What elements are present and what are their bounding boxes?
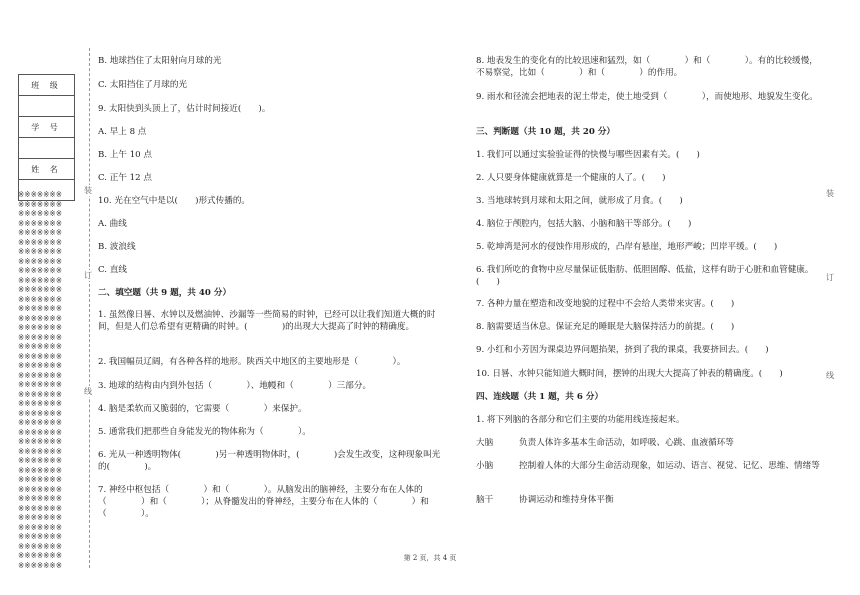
question-text: 6. 我们所吃的食物中应尽量保证低脂肪、低胆固醇、低盐，这样有助于心脏和血管健康。( ) <box>476 265 814 287</box>
binding-char: 线 <box>84 387 92 396</box>
match-term: 大脑 <box>476 438 494 448</box>
question-text: 3. 地球的结构由内到外包括（ ）、地幔和（ ）三部分。 <box>98 381 372 391</box>
number-label: 学 号 <box>19 117 75 138</box>
question-text: 5. 乾坤湾是河水的侵蚀作用形成的，凸岸有悬崖，地形严峻；凹岸平缓。( ) <box>476 242 778 252</box>
class-label: 班 级 <box>19 75 75 96</box>
option-text: B. 波浪线 <box>98 242 136 252</box>
question-text: 5. 通常我们把那些自身能发光的物体称为（ ）。 <box>98 427 311 437</box>
class-field <box>19 96 75 117</box>
option-text: B. 上午 10 点 <box>98 150 152 160</box>
name-label: 姓 名 <box>19 159 75 180</box>
left-column <box>98 0 443 595</box>
match-row <box>476 460 821 490</box>
student-info-table <box>18 74 75 201</box>
question-text: 10. 日晷、水钟只能知道大概时间，摆钟的出现大大提高了钟表的精确度。( ) <box>476 369 783 379</box>
binding-char: 线 <box>826 371 834 380</box>
section-heading: 四、连线题（共 1 题，共 6 分） <box>476 392 604 402</box>
number-field <box>19 138 75 159</box>
question-text: 2. 人只要身体健康就算是一个健康的人了。( ) <box>476 173 666 183</box>
question-text: 10. 光在空气中是以( )形式传播的。 <box>98 196 251 206</box>
question-text: 4. 脑位于颅腔内，包括大脑、小脑和脑干等部分。( ) <box>476 219 692 229</box>
question-text: 8. 地表发生的变化有的比较迅速和猛烈，如（ ）和（ ）。有的比较缓慢，不易察觉，比如（ ）和（ ）的作用。 <box>476 56 818 78</box>
match-function: 协调运动和维持身体平衡 <box>519 495 614 505</box>
match-function: 负责人体许多基本生命活动，如呼吸、心跳、血液循环等 <box>519 438 734 448</box>
question-text: 9. 太阳快到头顶上了，估计时间接近( )。 <box>98 104 271 114</box>
option-text: A. 早上 8 点 <box>98 127 147 137</box>
match-row <box>476 437 821 457</box>
match-term: 小脑 <box>476 461 494 471</box>
question-text: 1. 虽然像日晷、水钟以及燃油钟、沙漏等一些简易的时钟，已经可以让我们知道大概的时间，但是人们总希望有更精确的时钟。( )的出现大大提高了时钟的精确度。 <box>98 310 436 332</box>
option-text: C. 太阳挡住了月球的光 <box>98 80 188 90</box>
question-text: 6. 光从一种透明物体( )另一种透明物体时，( )会发生改变，这种现象叫光的( )。 <box>98 450 441 472</box>
binding-char: 装 <box>84 186 92 195</box>
question-text: 9. 小红和小芳因为课桌边界问题掐架，挤到了我的课桌，我要挤回去。( ) <box>476 345 769 355</box>
question-text: 7. 各种力量在塑造和改变地貌的过程中不会给人类带来灾害。( ) <box>476 299 735 309</box>
question-text: 8. 脑需要适当休息。保证充足的睡眠是大脑保持活力的前提。( ) <box>476 322 735 332</box>
match-function: 控制着人体的大部分生命活动现象，如运动、语言、视觉、记忆、思维、情绪等 <box>519 461 820 471</box>
page-footer: 第 2 页，共 4 页 <box>403 554 457 562</box>
question-text: 1. 将下列脑的各部分和它们主要的功能用线连接起来。 <box>476 415 685 425</box>
question-text: 1. 我们可以通过实验验证得的快慢与哪些因素有关。( ) <box>476 150 700 160</box>
match-term: 脑干 <box>476 495 494 505</box>
option-text: A. 曲线 <box>98 219 127 229</box>
match-row <box>476 494 821 508</box>
binding-line <box>89 48 90 568</box>
question-text: 3. 当地球转到月球和太阳之间，就形成了月食。( ) <box>476 196 683 206</box>
question-text: 4. 脑是柔软而又脆弱的，它需要（ ）来保护。 <box>98 404 307 414</box>
right-column <box>476 0 821 595</box>
section-heading: 二、填空题（共 9 题，共 40 分） <box>98 288 232 298</box>
binding-char: 装 <box>826 189 834 198</box>
question-text: 7. 神经中枢包括（ ）和（ ）。从脑发出的脑神经，主要分布在人体的（ ）和（ ）；从脊髓发出的脊神经，主要分布在人体的（ ）和（ ）。 <box>98 485 429 519</box>
binding-char: 订 <box>826 273 834 282</box>
option-text: C. 直线 <box>98 265 127 275</box>
question-text: 2. 我国幅员辽阔，有各种各样的地形。陕西关中地区的主要地形是（ ）。 <box>98 357 406 367</box>
hatch-pattern: ※※※※※※※ ※※※※※※※ ※※※※※※※ ※※※※※※※ ※※※※※※※ ※※※※※※※ ※※※※※※※ ※※※※※※※ ※※※※※※※ ※※※※※※※ ※※※※※※※ ※※※※※※※ ※※※※※※※ ※※※※※※※ ※※※※※※※ ※※※※※※※ ※※※※※※※ ※※※※※※※ ※※※※※※※ ※※※※※※※ ※※※※※※※ ※※※※※※※ ※※※※※※※ ※※※※※※※ ※※※※※※※ ※※※※※※※ ※※※※※※※ ※※※※※※※ ※※※※※※※ ※※※※※※※ ※※※※※※※ ※※※※※※※ ※※※※※※※ ※※※※※※※ ※※※※※※※ ※※※※※※※ ※※※※※※※ ※※※※※※※ ※※※※※※※ ※※※※※※※ <box>18 190 62 570</box>
option-text: C. 正午 12 点 <box>98 173 152 183</box>
section-heading: 三、判断题（共 10 题，共 20 分） <box>476 127 616 137</box>
option-text: B. 地球挡住了太阳射向月球的光 <box>98 56 222 66</box>
question-text: 9. 雨水和径流会把地表的泥土带走，使土地受到（ ），而使地形、地貌发生变化。 <box>476 92 818 102</box>
binding-char: 订 <box>84 271 92 280</box>
